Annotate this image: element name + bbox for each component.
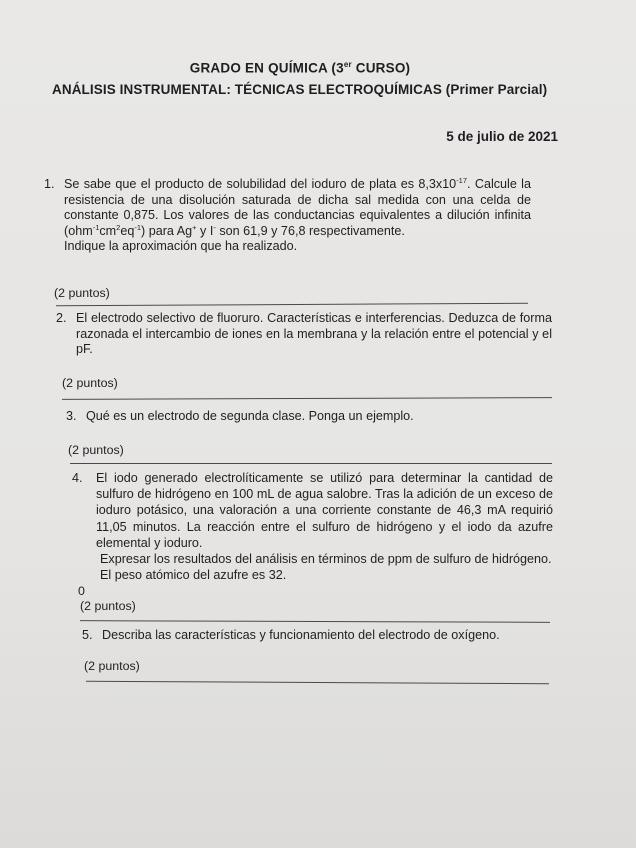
question-text: Describa las características y funcionamiento del electrodo de oxígeno. (102, 628, 500, 642)
divider-1 (56, 303, 528, 306)
divider-5 (86, 681, 549, 684)
question-text: Se sabe que el producto de solubilidad del ioduro de plata es $8,3x10^{-17}$. Calcule la resistencia de una disolución saturada de dicha sal medida con una celda de constante 0,875. Los valores de las conductancias equivalentes a dilución infinita $(ohm^{-1}cm^2eq^{-1})$ para Ag+ y I- son 61,9 y 76,8 respectivamente. Indique la aproximación que ha realizado. (64, 175, 531, 254)
divider-3 (70, 463, 552, 464)
question-text: El electrodo selectivo de fluoruro. Características e interferencias. Deduzca de forma razonada el intercambio de iones en la membrana y la relación entre el potencial y el pF. (76, 311, 552, 357)
points-label-2: (2 puntos) (62, 376, 118, 390)
points-label-1: (2 puntos) (54, 286, 110, 300)
points-label-3: (2 puntos) (68, 443, 124, 457)
points-label-4: (2 puntos) (80, 599, 136, 613)
question-number: 5. (82, 628, 93, 642)
question-text: El iodo generado electrolíticamente se utilizó para determinar la cantidad de sulfuro de hidrógeno en 100 mL de agua salobre. Tras la adición de un exceso de ioduro potásico, una valoración a una corriente constante de 46,3 mA requirió 11,05 minutos. La reacción entre el sulfuro de hidrógeno y el iodo da azufre elemental y ioduro. Expresar los resultados del análisis en términos de ppm de sulfuro de hidrógeno. El peso atómico del azufre es 32. (96, 471, 553, 583)
divider-4 (80, 620, 550, 623)
question-number: 2. (56, 311, 67, 325)
question-number: 3. (66, 409, 77, 423)
stray-mark: 0 (78, 584, 85, 598)
question-5 (82, 628, 552, 644)
title-text: GRADO EN QUÍMICA (3 (189, 60, 344, 76)
points-label-5: (2 puntos) (84, 659, 140, 673)
question-number: 1. (44, 177, 55, 191)
page-title (0, 60, 600, 76)
question-2 (56, 311, 552, 358)
question-number: 4. (72, 471, 83, 485)
question-4 (72, 470, 553, 583)
question-1 (44, 177, 531, 255)
question-text: Qué es un electrodo de segunda clase. Ponga un ejemplo. (86, 409, 414, 423)
divider-2 (62, 397, 552, 400)
title-text-end: CURSO) (351, 60, 411, 76)
question-3 (66, 409, 536, 425)
page-subtitle: ANÁLISIS INSTRUMENTAL: TÉCNICAS ELECTROQUÍMICAS (Primer Parcial) (52, 82, 548, 97)
title-superscript: er (343, 60, 352, 69)
exam-date: 5 de julio de 2021 (446, 129, 558, 144)
